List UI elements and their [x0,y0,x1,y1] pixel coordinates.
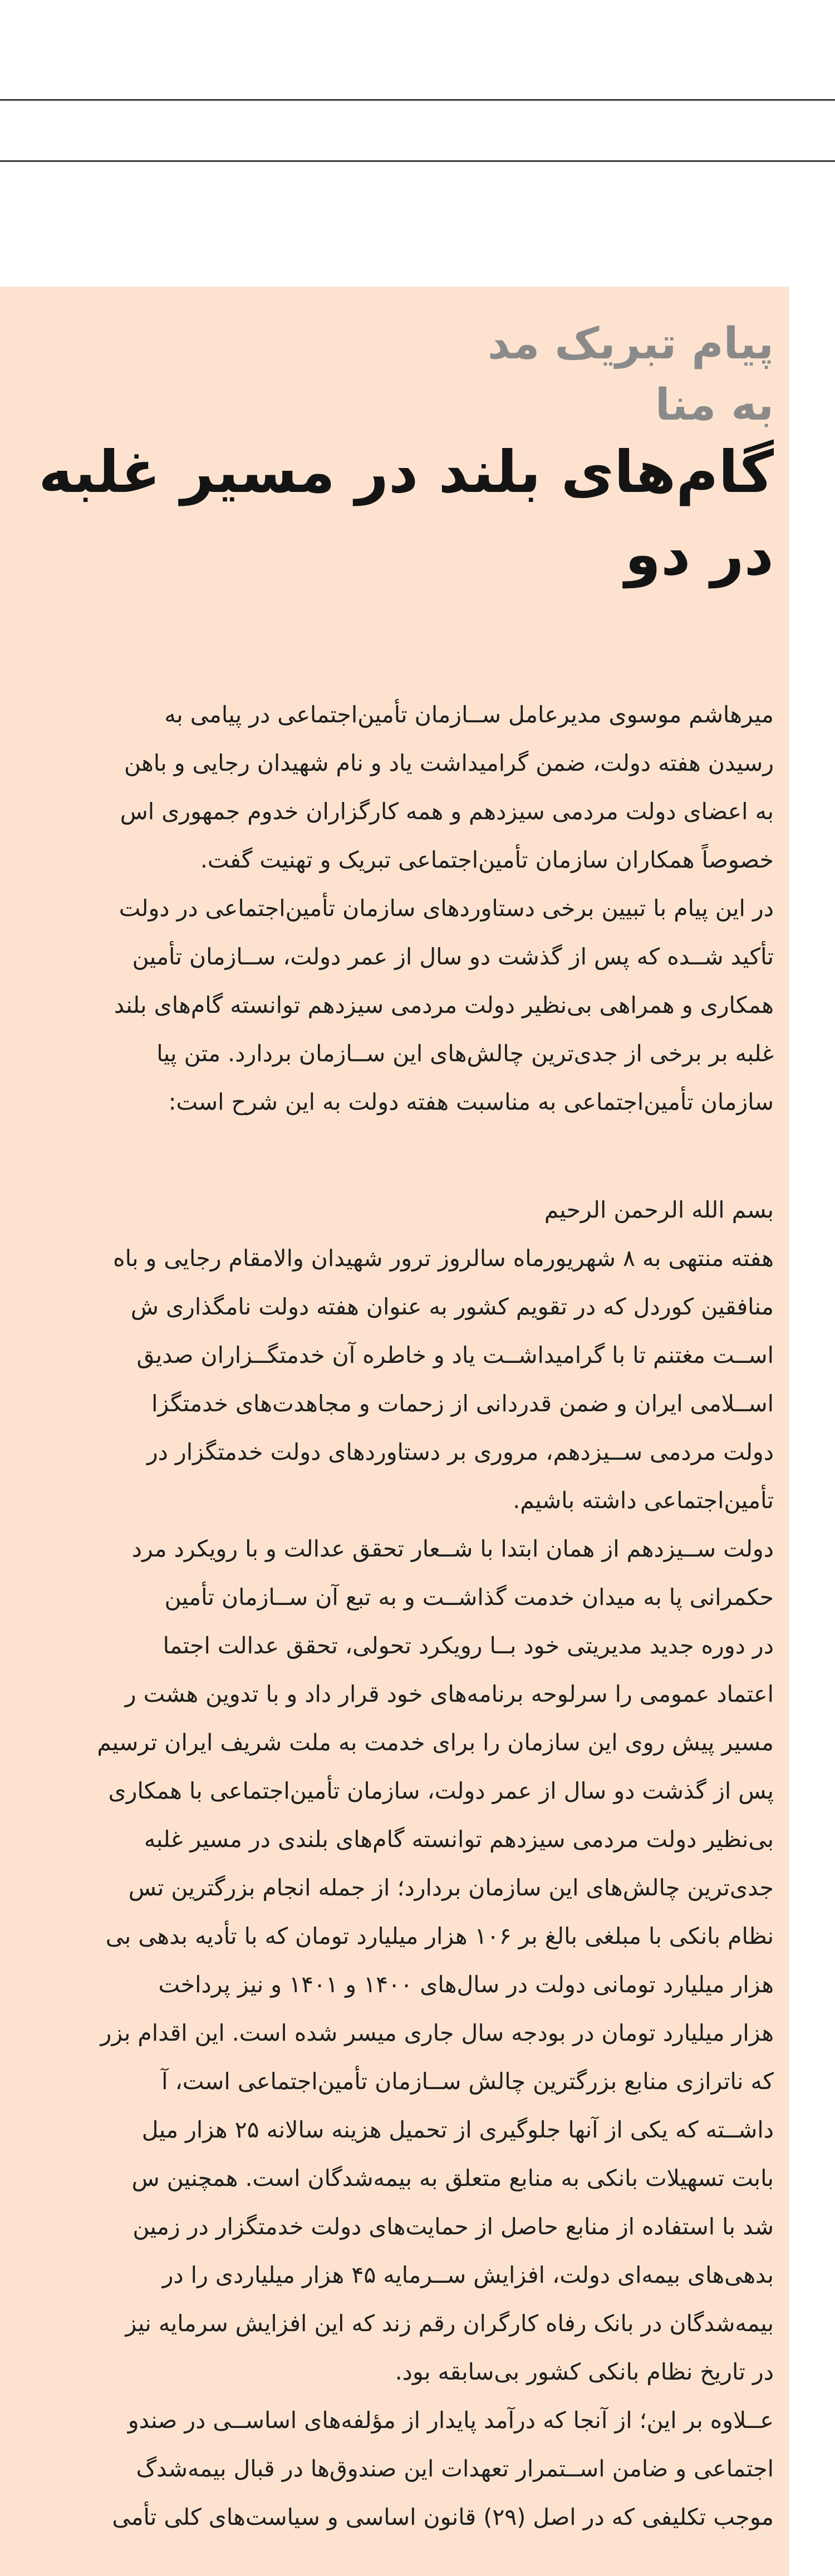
intro-line-3: به اعضای دولت مردمی سیزدهم و همه کارگزاران خدوم جمهوری اس [120,798,774,825]
message-line-10: در دوره جدید مدیریتی خود بــا رویکرد تحولی، تحقق عدالت اجتما [163,1632,774,1659]
message-line-9: حکمرانی پا به میدان خدمت گذاشــت و به تبع آن ســازمان تأمین [164,1584,774,1610]
article-panel [0,287,789,2576]
message-line-20: داشــته که یکی از آنها جلوگیری از تحمیل هزینه سالانه ۲۵ هزار میل [141,2116,774,2143]
message-line-15: جدی‌ترین چالش‌های این سازمان بردارد؛ از جمله انجام بزرگترین تس [128,1874,774,1901]
message-line-13: پس از گذشت دو سال از عمر دولت، سازمان تأمین‌اجتماعی با همکاری [108,1777,774,1804]
kicker-line-1: پیام تبریک مد [487,319,774,369]
message-line-28: موجب تکلیفی که در اصل (۲۹) قانون اساسی و سیاست‌های کلی تأمی [112,2504,774,2530]
message-line-19: که ناترازی منابع بزرگترین چالش ســازمان تأمین‌اجتماعی است، آ [161,2068,774,2095]
message-line-25: در تاریخ نظام بانکی کشور بی‌سابقه بود. [395,2358,774,2385]
message-line-21: بابت تسهیلات بانکی به منابع متعلق به بیمه‌شدگان است. همچنین س [131,2165,774,2191]
top-rule [0,99,835,101]
intro-line-4: خصوصاً همکاران سازمان تأمین‌اجتماعی تبریک و تهنیت گفت. [200,846,774,873]
headline-line-2: در دو [625,520,774,588]
message-line-8: دولت ســیزدهم از همان ابتدا با شــعار تحقق عدالت و با رویکرد مرد [131,1535,774,1562]
kicker-line-2: به منا [655,380,774,430]
message-line-4: اســت مغتنم تا با گرامیداشــت یاد و خاطره آن خدمتگــزاران صدیق [136,1342,774,1368]
message-line-7: تأمین‌اجتماعی داشته باشیم. [513,1487,774,1514]
intro-line-2: رسیدن هفته دولت، ضمن گرامیداشت یاد و نام شهیدان رجایی و باهن [124,750,774,776]
message-line-5: اســلامی ایران و ضمن قدردانی از زحمات و مجاهدت‌های خدمتگزا [151,1390,774,1417]
message-line-17: هزار میلیارد تومانی دولت در سال‌های ۱۴۰۰ و ۱۴۰۱ و نیز پرداخت [158,1971,774,1998]
second-rule [0,160,835,162]
intro-line-8: غلبه بر برخی از جدی‌ترین چالش‌های این ســازمان بردارد. متن پیا [156,1040,774,1067]
message-line-1: بسم الله الرحمن الرحیم [544,1196,774,1223]
message-line-24: بیمه‌شدگان در بانک رفاه کارگران رقم زند که این افزایش سرمایه نیز [125,2310,774,2337]
message-line-12: مسیر پیش روی این سازمان را برای خدمت به ملت شریف ایران ترسیم [97,1729,774,1756]
message-line-27: اجتماعی و ضامن اســتمرار تعهدات این صندوق‌ها در قبال بیمه‌شدگ [136,2455,774,2482]
message-line-16: نظام بانکی با مبلغی بالغ بر ۱۰۶ هزار میلیارد تومان که با تأدیه بدهی بی [105,1923,774,1949]
intro-line-7: همکاری و همراهی بی‌نظیر دولت مردمی سیزدهم توانسته گام‌های بلند [114,992,774,1018]
message-line-18: هزار میلیارد تومان در بودجه سال جاری میسر شده است. این اقدام بزر [100,2020,774,2046]
message-line-23: بدهی‌های بیمه‌ای دولت، افزایش ســرمایه ۴۵ هزار میلیاردی را در [162,2262,774,2288]
intro-line-6: تأکید شــده که پس از گذشت دو سال از عمر دولت، ســازمان تأمین [132,943,774,970]
message-line-11: اعتماد عمومی را سرلوحه برنامه‌های خود قرار داد و با تدوین هشت ر [125,1681,774,1707]
headline-line-1: گام‌های بلند در مسیر غلبه [38,438,774,506]
intro-line-1: میرهاشم موسوی مدیرعامل ســازمان تأمین‌اجتماعی در پیامی به [164,701,774,728]
page-margin [789,287,835,2576]
message-line-2: هفته منتهی به ۸ شهریورماه سالروز ترور شهیدان والامقام رجایی و باه [113,1245,774,1272]
message-line-14: بی‌نظیر دولت مردمی سیزدهم توانسته گام‌های بلندی در مسیر غلبه [144,1826,774,1853]
message-line-26: عــلاوه بر این؛ از آنجا که درآمد پایدار از مؤلفه‌های اساســی در صندو [127,2407,774,2434]
intro-line-5: در این پیام با تبیین برخی دستاوردهای سازمان تأمین‌اجتماعی در دولت [119,895,774,922]
message-line-22: شد با استفاده از منابع حاصل از حمایت‌های دولت خدمتگزار در زمین [132,2213,774,2240]
intro-line-9: سازمان تأمین‌اجتماعی به مناسبت هفته دولت به این شرح است: [168,1088,774,1115]
message-line-3: منافقین کوردل که در تقویم کشور به عنوان هفته دولت نامگذاری ش [130,1293,774,1320]
message-line-6: دولت مردمی ســیزدهم، مروری بر دستاوردهای دولت خدمتگزار در [146,1439,774,1465]
